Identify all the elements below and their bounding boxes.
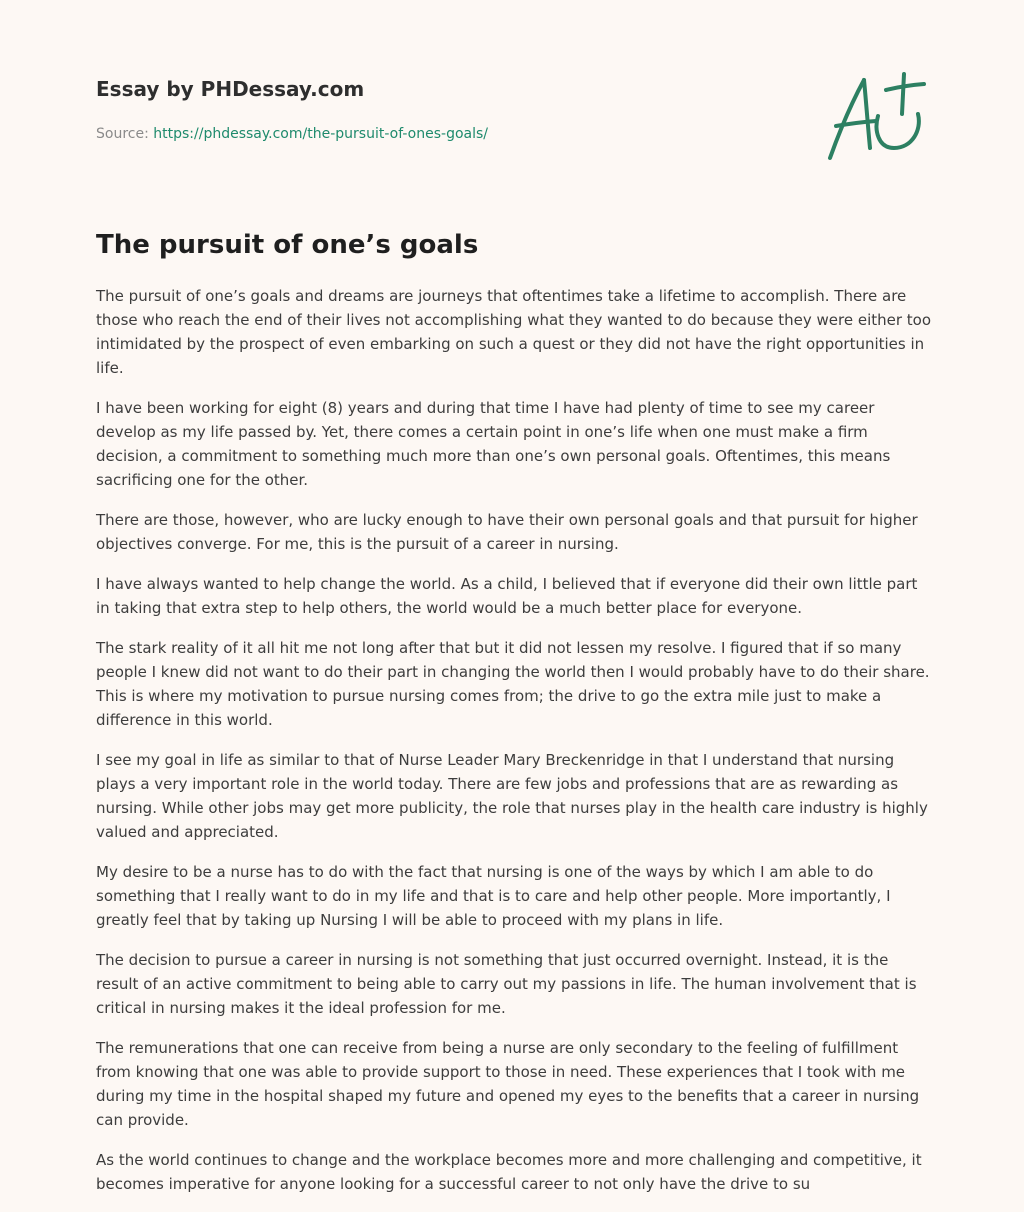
essay-paragraph: I have been working for eight (8) years and during that time I have had plenty of time to see my career develop as my life passed by. Yet, there comes a certain point in one’s life when one must make a firm decision, a commitment to something much more than one’s own personal goals. Oftentimes, this means sacrificing one for the other. — [96, 399, 891, 489]
essay-paragraph: The decision to pursue a career in nursing is not something that just occurred overnight. Instead, it is the result of an active commitment to being able to carry out my passions in life. The human involvement that is critical in nursing makes it the ideal profession for me. — [96, 951, 917, 1017]
essay-paragraph: I see my goal in life as similar to that of Nurse Leader Mary Breckenridge in that I understand that nursing plays a very important role in the world today. There are few jobs and professions that are as rewarding as nursing. While other jobs may get more publicity, the role that nurses play in the health care industry is highly valued and appreciated. — [96, 751, 928, 841]
a-plus-logo-icon — [822, 68, 932, 168]
source-link[interactable]: https://phdessay.com/the-pursuit-of-ones-goals/ — [153, 126, 489, 142]
essay-paragraph: There are those, however, who are lucky enough to have their own personal goals and that pursuit for higher objectives converge. For me, this is the pursuit of a career in nursing. — [96, 511, 918, 553]
essay-paragraph: The pursuit of one’s goals and dreams are journeys that oftentimes take a lifetime to accomplish. There are those who reach the end of their lives not accomplishing what they wanted to do because they were either too intimidated by the prospect of even embarking on such a quest or they did not have the right opportunities in life. — [96, 287, 932, 377]
page-header — [96, 74, 796, 144]
essay-body — [96, 284, 932, 1212]
essay-paragraph: The stark reality of it all hit me not long after that but it did not lessen my resolve. I figured that if so many people I knew did not want to do their part in changing the world then I would probably have to do their share. This is where my motivation to pursue nursing comes from; the drive to go the extra mile just to make a difference in this world. — [96, 639, 930, 729]
essay-paragraph: As the world continues to change and the workplace becomes more and more challenging and competitive, it becomes imperative for anyone looking for a successful career to not only have the drive to su — [96, 1151, 922, 1193]
site-brand: Essay by PHDessay.com — [96, 77, 365, 101]
source-label: Source: — [96, 126, 149, 142]
essay-paragraph: I have always wanted to help change the world. As a child, I believed that if everyone did their own little part in taking that extra step to help others, the world would be a much better place for everyone. — [96, 575, 918, 617]
source-line — [96, 124, 796, 144]
essay-paragraph: The remunerations that one can receive from being a nurse are only secondary to the feeling of fulfillment from knowing that one was able to provide support to those in need. These experiences that I took with me during my time in the hospital shaped my future and opened my eyes to the benefits that a career in nursing can provide. — [96, 1039, 920, 1129]
essay-paragraph: My desire to be a nurse has to do with the fact that nursing is one of the ways by which I am able to do something that I really want to do in my life and that is to care and help other people. More importantly, I greatly feel that by taking up Nursing I will be able to proceed with my plans in life. — [96, 863, 891, 929]
essay-title: The pursuit of one’s goals — [96, 230, 479, 260]
